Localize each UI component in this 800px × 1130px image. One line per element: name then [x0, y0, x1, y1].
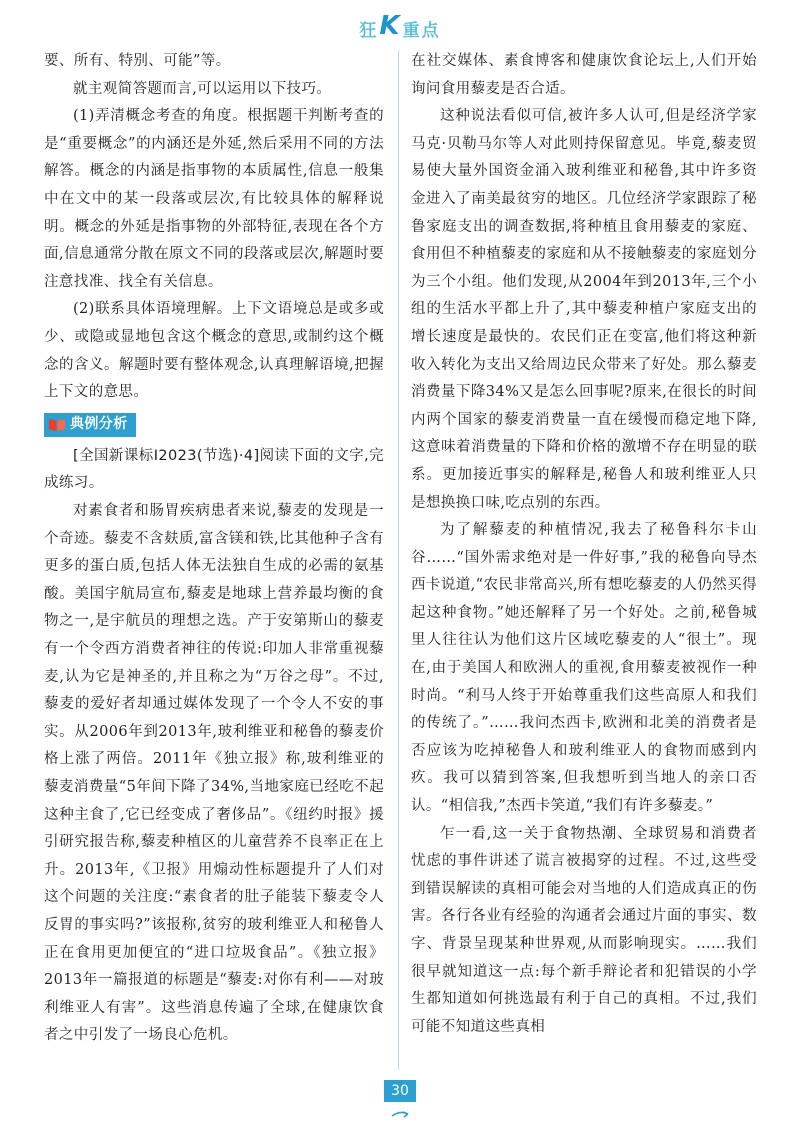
page-number: 30 [384, 1080, 416, 1102]
paragraph: 对素食者和肠胃疾病患者来说,藜麦的发现是一个奇迹。藜麦不含麸质,富含镁和铁,比其他种子含有更多的蛋白质,包括人体无法独自生成的必需的氨基酸。美国宇航局宣布,藜麦是地球上营养最均衡的食物之一,是宇航员的理想之选。产于安第斯山的藜麦有一个令西方消费者神往的传说:印加人非常重视藜麦,认为它是神圣的,并且称之为“万谷之母”。不过,藜麦的爱好者却通过媒体发现了一个令人不安的事实。从2006年到2013年,玻利维亚和秘鲁的藜麦价格上涨了两倍。2011年《独立报》称,玻利维亚的藜麦消费量“5年间下降了34%,当地家庭已经吃不起这种主食了,它已经变成了奢侈品”。《纽约时报》援引研究报告称,藜麦种植区的儿童营养不良率正在上升。2013年,《卫报》用煽动性标题提升了人们对这个问题的关注度:“素食者的肚子能装下藜麦令人反胃的事实吗?”该报称,贫穷的玻利维亚人和秘鲁人正在食用更加便宜的“进口垃圾食品”。《独立报》2013年一篇报道的标题是“藜麦:对你有利——对玻利维亚人有害”。这些消息传遍了全球,在健康饮食者之中引发了一场良心危机。 [44, 503, 384, 1044]
right-column [411, 48, 757, 1041]
column-divider [398, 50, 399, 1070]
brand-text-pre: 狂 [359, 20, 379, 41]
section-heading [44, 413, 136, 437]
paragraph: 这种说法看似可信,被许多人认可,但是经济学家马克·贝勒马尔等人对此则持保留意见。毕竟,藜麦贸易使大量外国资金涌入玻利维亚和秘鲁,其中许多资金进入了南美最贫穷的地区。几位经济学家跟踪了秘鲁家庭支出的调查数据,将种植且食用藜麦的家庭、食用但不种植藜麦的家庭和从不接触藜麦的家庭划分为三个小组。他们发现,从2004年到2013年,三个小组的生活水平都上升了,其中藜麦种植户家庭支出的增长速度是最快的。农民们正在变富,他们将这种新收入转化为支出又给周边民众带来了好处。那么藜麦消费量下降34%又是怎么回事呢?原来,在很长的时间内两个国家的藜麦消费量一直在缓慢而稳定地下降,这意味着消费量的下降和价格的激增不存在明显的联系。更加接近事实的解释是,秘鲁人和玻利维亚人只是想换换口味,吃点别的东西。 [411, 108, 757, 511]
page-header [0, 11, 800, 42]
paragraph: 要、所有、特别、可能”等。 [44, 53, 231, 69]
left-column [44, 48, 384, 1050]
section-title: 典例分析 [70, 415, 128, 432]
paragraph: (1)弄清概念考查的角度。根据题干判断考查的是“重要概念”的内涵还是外延,然后采用不同的方法解答。概念的内涵是指事物的本质属性,信息一般集中在文中的某一段落或层次,有比较具体的解释说明。概念的外延是指事物的外部特征,表现在各个方面,信息通常分散在原文不同的段落或层次,解题时要注意找准、找全有关信息。 [44, 108, 384, 290]
paragraph: 在社交媒体、素食博客和健康饮食论坛上,人们开始询问食用藜麦是否合适。 [411, 53, 757, 97]
footer-arrow-icon [390, 1108, 410, 1120]
brand-k-logo: K [379, 11, 402, 41]
question-source: [全国新课标Ⅰ2023(节选)·4]阅读下面的文字,完成练习。 [44, 447, 384, 492]
brand-text-post: 重点 [402, 20, 441, 41]
paragraph: (2)联系具体语境理解。上下文语境总是或多或少、或隐或显地包含这个概念的意思,或制约这个概念的含义。解题时要有整体观念,认真理解语境,把握上下文的意思。 [44, 301, 384, 401]
paragraph: 乍一看,这一关于食物热潮、全球贸易和消费者忧虑的事件讲述了谎言被揭穿的过程。不过,这些受到错误解读的真相可能会对当地的人们造成真正的伤害。各行各业有经验的沟通者会通过片面的事实、数字、背景呈现某种世界观,从而影响现实。……我们很早就知道这一点:每个新手辩论者和犯错误的小学生都知道如何挑选最有利于自己的真相。不过,我们可能不知道这些真相 [411, 825, 757, 1035]
paragraph: 为了解藜麦的种植情况,我去了秘鲁科尔卡山谷……“国外需求绝对是一件好事,”我的秘鲁向导杰西卡说道,“农民非常高兴,所有想吃藜麦的人仍然买得起这种食物。”她还解释了另一个好处。之前,秘鲁城里人往往认为他们这片区域吃藜麦的人“很土”。现在,由于美国人和欧洲人的重视,食用藜麦被视作一种时尚。“利马人终于开始尊重我们这些高原人和我们的传统了。”……我问杰西卡,欧洲和北美的消费者是否应该为吃掉秘鲁人和玻利维亚人的食物而感到内疚。我可以猜到答案,但我想听到当地人的亲口否认。“相信我,”杰西卡笑道,“我们有许多藜麦。” [411, 522, 757, 815]
paragraph: 就主观简答题而言,可以运用以下技巧。 [73, 80, 332, 97]
book-icon [48, 417, 66, 432]
